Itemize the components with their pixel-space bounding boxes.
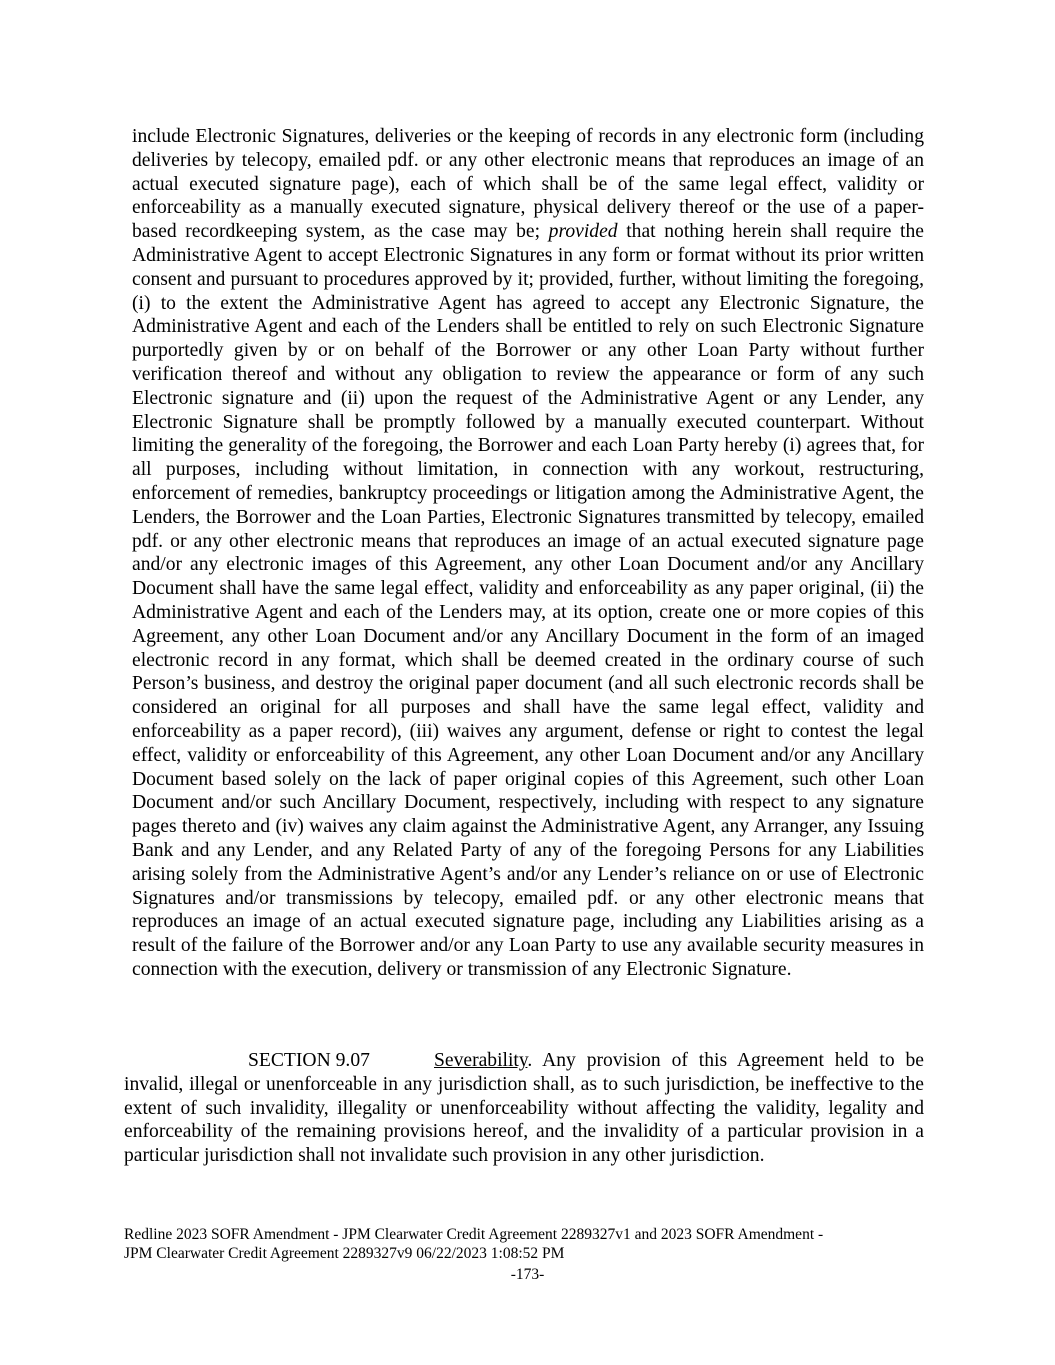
provided-italic-term: provided — [548, 221, 618, 243]
section-title: Severability — [434, 1050, 528, 1071]
body-text-part-1: include Electronic Signatures, deliveries or the keeping of records in any electronic form (including deliveries by telecopy, emailed pdf. or any other electronic means that reproduces an image of an actual executed signature page), each of which shall be of the same legal effect, validity or enforceability as a manually executed signature, physical delivery thereof or the use of a paper-based recordkeeping system, as the case may be; — [132, 126, 924, 243]
document-footer — [124, 1225, 924, 1263]
footer-line-2: JPM Clearwater Credit Agreement 2289327v9 06/22/2023 1:08:52 PM — [124, 1245, 565, 1262]
page-number: -173- — [510, 1266, 545, 1283]
footer-line-1: Redline 2023 SOFR Amendment - JPM Clearwater Credit Agreement 2289327v1 and 2023 SOFR Amendment - — [124, 1226, 824, 1243]
section-text: . Any provision of this Agreement held to be invalid, illegal or unenforceable in any jurisdiction shall, as to such jurisdiction, be ineffective to the extent of such invalidity, illegality or unenforceability without affecting the validity, legality and enforceability of the remaining provisions hereof, and the invalidity of a particular provision in a particular jurisdiction shall not invalidate such provision in any other jurisdiction. — [124, 1050, 924, 1167]
section-9-07-paragraph — [124, 1049, 924, 1168]
body-text-part-2: that nothing herein shall require the Administrative Agent to accept Electronic Signatures in any form or format without its prior written consent and pursuant to procedures approved by it; provided, further, without limiting the foregoing, (i) to the extent the Administrative Agent has agreed to accept any Electronic Signature, the Administrative Agent and each of the Lenders shall be entitled to rely on such Electronic Signature purportedly given by or on behalf of the Borrower or any other Loan Party without further verification thereof and without any obligation to review the appearance or form of any such Electronic signature and (ii) upon the request of the Administrative Agent or any Lender, any Electronic Signature shall be promptly followed by a manually executed counterpart. Without limiting the generality of the foregoing, the Borrower and each Loan Party hereby (i) agrees that, for all purposes, including without limitation, in connection with any workout, restructuring, enforcement of remedies, bankruptcy proceedings or litigation among the Administrative Agent, the Lenders, the Borrower and the Loan Parties, Electronic Signatures transmitted by telecopy, emailed pdf. or any other electronic means that reproduces an image of an actual executed signature page and/or any electronic images of this Agreement, any other Loan Document and/or any Ancillary Document shall have the same legal effect, validity and enforceability as any paper original, (ii) the Administrative Agent and each of the Lenders may, at its option, create one or more copies of this Agreement, any other Loan Document and/or any Ancillary Document in the form of an imaged electronic record in any format, which shall be deemed created in the ordinary course of such Person’s business, and destroy the original paper document (and all such electronic records shall be considered an original for all purposes and shall have the same legal effect, validity and enforceability as a paper record), (iii) waives any argument, defense or right to contest the legal effect, validity or enforceability of this Agreement, any other Loan Document and/or any Ancillary Document based solely on the lack of paper original copies of this Agreement, such other Loan Document and/or such Ancillary Document, respectively, including with respect to any signature pages thereto and (iv) waives any claim against the Administrative Agent, any Arranger, any Issuing Bank and any Lender, and any Related Party of any of the foregoing Persons for any Liabilities arising solely from the Administrative Agent’s and/or any Lender’s reliance on or use of Electronic Signatures and/or transmissions by telecopy, emailed pdf. or any other electronic means that reproduces an image of an actual executed signature page, including any Liabilities arising as a result of the failure of the Borrower and/or any Loan Party to use any available security measures in connection with the execution, delivery or transmission of any Electronic Signature. — [132, 221, 924, 980]
section-number: SECTION 9.07 — [248, 1050, 370, 1071]
body-paragraph-continued — [132, 125, 924, 982]
